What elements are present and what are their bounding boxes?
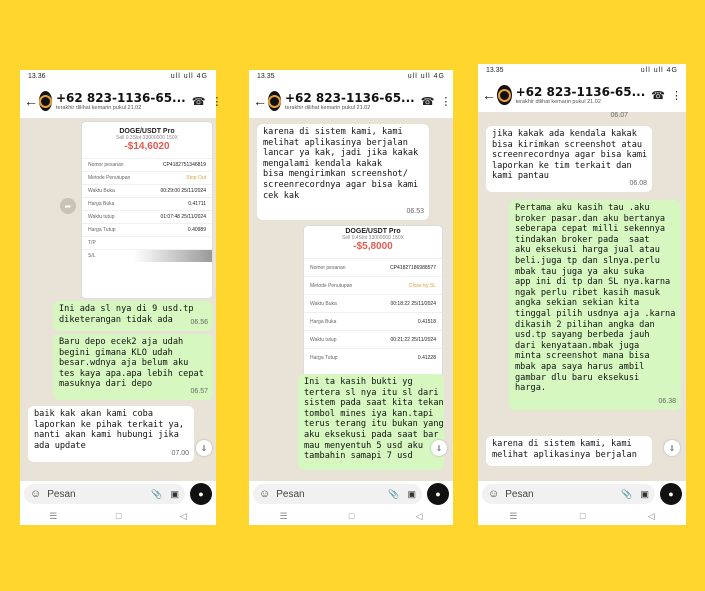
avatar[interactable] (268, 91, 281, 111)
trade-row: Metode Penutupan Close by SL (304, 276, 442, 294)
chat-header (20, 84, 223, 118)
message-time: 06.53 (406, 208, 424, 216)
phone-screenshot-3 (478, 64, 686, 525)
camera-icon[interactable]: ▣ (640, 488, 649, 499)
status-indicators: ull ull 4G (407, 73, 445, 80)
emoji-icon[interactable]: ☺ (488, 488, 500, 500)
status-time: 13.35 (486, 67, 504, 74)
last-seen: terakhir dilihat kemarin pukul 21.02 (56, 105, 142, 111)
emoji-icon[interactable]: ☺ (259, 488, 271, 500)
contact-name: +62 823-1136-65... (515, 85, 646, 99)
home-nav-icon[interactable]: □ (115, 511, 122, 521)
menu-nav-icon[interactable]: ☰ (49, 510, 58, 521)
menu-nav-icon[interactable]: ☰ (279, 510, 288, 521)
forward-icon[interactable]: ➦ (60, 198, 76, 214)
message-placeholder: Pesan (276, 488, 305, 500)
trade-row: Waktu Buka 00:18:22 25/11/2024 (304, 294, 442, 312)
message-time: 06.57 (190, 388, 208, 396)
home-nav-icon[interactable]: □ (579, 511, 586, 521)
message-text: jika kakak ada kendala kakak bisa kirimkan screenshot atau screenrecordnya agar bisa kami laporkan ke tim terkait dan kami pantau (492, 129, 648, 182)
message-time: 06.56 (190, 319, 208, 327)
scroll-down-button[interactable]: ⇓ (664, 440, 680, 456)
camera-icon[interactable]: ▣ (170, 488, 179, 499)
message-text: Baru depo ecek2 aja udah begini gimana KLO udah besar.wdnya aja belum aku tes kaya apa.apa lebih cepat masuknya dari depo (59, 337, 204, 390)
contact-name: +62 823-1136-65... (285, 91, 415, 105)
mic-icon[interactable]: ● (660, 483, 682, 505)
back-nav-icon[interactable]: ◁ (647, 510, 655, 521)
attach-icon[interactable]: 📎 (388, 488, 400, 499)
message-input-bar (478, 481, 686, 507)
trade-screenshot[interactable] (82, 122, 212, 298)
trade-pair: DOGE/USDT Pro (345, 228, 401, 235)
message-bubble[interactable] (53, 334, 213, 400)
avatar[interactable] (497, 85, 512, 105)
kebab-menu-icon[interactable]: ⋮ (671, 89, 682, 102)
attach-icon[interactable]: 📎 (621, 488, 633, 499)
avatar[interactable] (39, 91, 52, 111)
message-bubble[interactable] (257, 124, 429, 220)
phone-screenshot-1 (20, 70, 223, 525)
trade-row: Waktu Buka 00:29:00 25/11/2024 (82, 184, 212, 197)
status-bar (20, 70, 216, 84)
scroll-down-button[interactable]: ⇓ (431, 440, 447, 456)
system-nav (249, 507, 453, 525)
trade-row: Metode Penutupan Stop Out (82, 171, 212, 184)
status-indicators: ull ull 4G (640, 67, 678, 74)
message-text: Ini ta kasih bukti yg tertera sl nya itu sl dari sistem pada saat kita tekan tombol mines iya kan.tapi terus terang itu bukan yang aku eksekusi pada saat bar mau menyentuh 5 usd aku tambahin samapi 7 usd (304, 377, 444, 462)
scroll-down-button[interactable]: ⇓ (196, 440, 212, 456)
trade-screenshot[interactable] (304, 226, 442, 376)
chat-header (478, 78, 686, 112)
status-indicators: ull ull 4G (170, 73, 208, 80)
kebab-menu-icon[interactable]: ⋮ (211, 95, 223, 108)
home-nav-icon[interactable]: □ (348, 511, 355, 521)
message-bubble[interactable] (486, 436, 652, 466)
trade-row: T/P (82, 236, 212, 249)
message-field[interactable] (253, 484, 422, 504)
message-bubble[interactable] (509, 200, 681, 410)
status-bar (249, 70, 453, 84)
message-text: Pertama aku kasih tau .aku broker pasar.dan aku bertanya seberapa cepat milli sekennya tindakan broker pada saat aku eksekusi harga jual atau beli.juga tp dan slnya.perlu mbak tau juga ya aku suka app ini di tp dan SL nya.karna ngak perlu ribet kasih masuk angka sekian sekian kita tinggal pilih usdnya aja .karna dikasih 2 pilihan angka dan usd.tp sayang berbeda jauh dari kenyataan.mbak juga minta screenshot mana bisa mbak apa saya harus ambil gambar dlu baru eksekusi harga. (515, 203, 676, 394)
status-bar (478, 64, 686, 78)
contact-name: +62 823-1136-65... (56, 91, 186, 105)
trade-row: Harga Buka 0.41711 (82, 197, 212, 210)
phone-plus-icon[interactable]: ☎ (651, 89, 665, 102)
phone-plus-icon[interactable]: ☎ (191, 95, 206, 108)
arrow-left-icon[interactable]: ← (253, 93, 267, 109)
chat-header (249, 84, 453, 118)
chat-area (478, 112, 686, 483)
trade-sub: Sell 0.4Slot 33000000 150X (342, 235, 404, 241)
chat-area (249, 118, 453, 483)
trade-row: Harga Buka 0.41518 (304, 312, 442, 330)
trade-row: Nomor pesanan CP4182751346819 (82, 158, 212, 171)
trade-row: Waktu tutup 00:21:22 25/11/2024 (304, 330, 442, 348)
camera-icon[interactable]: ▣ (407, 488, 416, 499)
last-seen: terakhir dilihat kemarin pukul 21.02 (285, 105, 371, 111)
system-nav (20, 507, 216, 525)
trade-row: Nomor pesanan CP41827186988577 (304, 258, 442, 276)
message-time: 06.07 (610, 112, 628, 119)
attach-icon[interactable]: 📎 (151, 488, 163, 499)
trade-pair: DOGE/USDT Pro (119, 128, 175, 135)
trade-row: S/L (82, 249, 212, 262)
message-placeholder: Pesan (505, 488, 534, 500)
phone-screenshot-2 (249, 70, 453, 525)
back-nav-icon[interactable]: ◁ (415, 510, 423, 521)
message-text: karena di sistem kami, kami melihat aplikasinya berjalan (492, 439, 637, 460)
message-time: 06.38 (658, 398, 676, 406)
message-placeholder: Pesan (47, 488, 76, 500)
arrow-left-icon[interactable]: ← (24, 93, 38, 109)
status-time: 13.36 (28, 73, 46, 80)
mic-icon[interactable]: ● (427, 483, 449, 505)
message-time: 07.00 (171, 450, 189, 458)
message-text: baik kak akan kami coba laporkan ke pihak terkait ya, nanti akan kami hubungi jika ada update (34, 409, 185, 451)
message-input-bar (20, 481, 216, 507)
chat-area (20, 118, 216, 483)
contact-info[interactable] (516, 85, 646, 105)
trade-row: Harga Tutup 0.41228 (304, 348, 442, 366)
trade-pnl: -$5,8000 (353, 241, 393, 252)
trade-pnl: -$14,6020 (124, 141, 170, 152)
message-bubble[interactable] (28, 406, 194, 462)
message-time: 06.08 (629, 180, 647, 188)
kebab-menu-icon[interactable]: ⋮ (440, 95, 452, 108)
message-field[interactable] (482, 484, 655, 504)
message-bubble[interactable] (486, 126, 652, 192)
message-bubble[interactable] (298, 374, 444, 470)
status-time: 13.35 (257, 73, 275, 80)
trade-sub: Sell 0.3Slot 33000000 150X (116, 135, 178, 141)
mic-icon[interactable]: ● (190, 483, 212, 505)
message-field[interactable] (24, 484, 185, 504)
last-seen: terakhir dilihat kemarin pukul 21.02 (515, 99, 601, 105)
menu-nav-icon[interactable]: ☰ (509, 510, 518, 521)
contact-info[interactable] (56, 91, 186, 111)
message-text: karena di sistem kami, kami melihat aplikasinya berjalan lancar ya kak, jadi jika kakak mengalami kendala kakak bisa mengirimkan screenshot/ screenrecordnya agar bisa kami cek kak (263, 127, 419, 201)
phone-plus-icon[interactable]: ☎ (420, 95, 435, 108)
back-nav-icon[interactable]: ◁ (179, 510, 187, 521)
emoji-icon[interactable]: ☺ (30, 488, 42, 500)
arrow-left-icon[interactable]: ← (482, 87, 496, 103)
message-bubble[interactable] (53, 301, 213, 331)
trade-row: Harga Tutup 0.40989 (82, 223, 212, 236)
trade-row: Waktu tutup 01:07:48 25/11/2024 (82, 210, 212, 223)
message-time: 06.55 (184, 288, 202, 295)
contact-info[interactable] (285, 91, 415, 111)
message-text: Ini ada sl nya di 9 usd.tp diketerangan tidak ada (59, 304, 194, 325)
message-input-bar (249, 481, 453, 507)
system-nav (478, 507, 686, 525)
